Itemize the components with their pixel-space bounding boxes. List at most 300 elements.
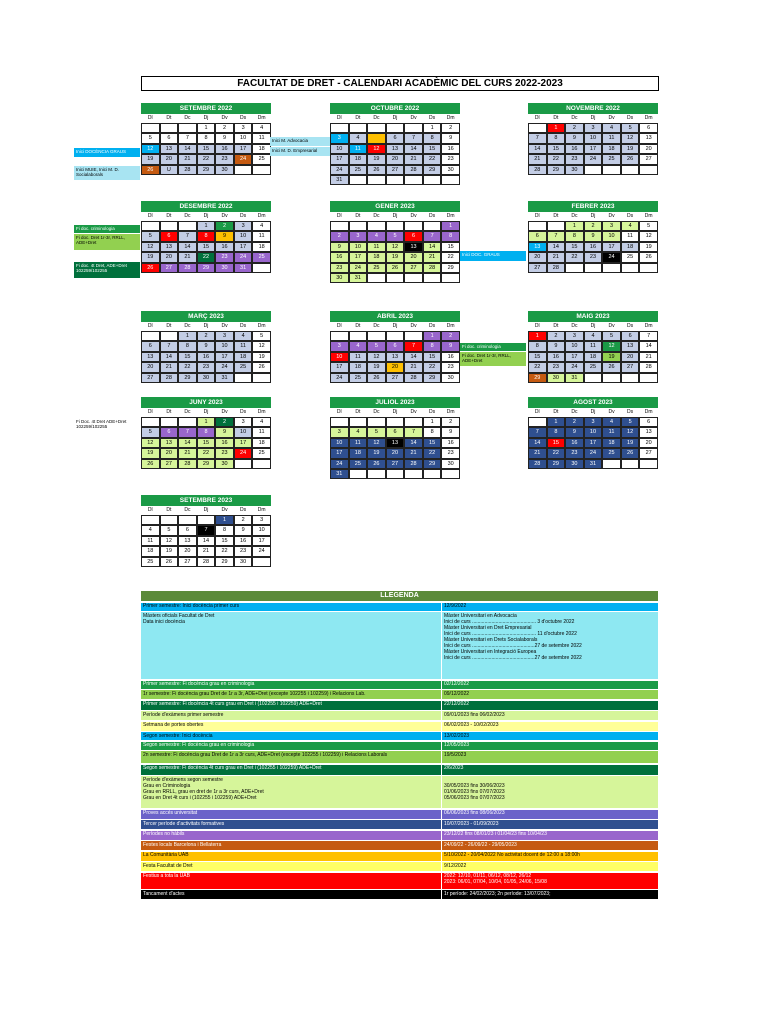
legend-row <box>141 603 658 611</box>
day-cell <box>639 373 658 383</box>
day-cell: 24 <box>602 252 621 262</box>
day-cell: 21 <box>178 252 197 262</box>
day-cell: 3 <box>349 231 368 241</box>
day-cell <box>252 459 271 469</box>
week-row <box>330 175 460 185</box>
legend-row <box>141 831 658 840</box>
day-cell: 22 <box>197 154 216 164</box>
day-cell: 1 <box>197 123 216 133</box>
day-cell <box>386 123 405 133</box>
day-cell: 2 <box>215 417 234 427</box>
month-2 <box>528 103 658 175</box>
day-cell: 18 <box>367 252 386 262</box>
weekday-label: Dt <box>553 213 559 219</box>
day-cell: 26 <box>141 263 160 273</box>
weekday-label: Dl <box>147 507 153 513</box>
calendar-note: Inici M. Advocacia <box>270 137 330 146</box>
calendar-note: Fi doc. 4t Dret, ADE+Dret 102259/102255 <box>74 262 140 278</box>
day-cell: 19 <box>386 252 405 262</box>
weekday-label: Ds <box>240 115 247 121</box>
day-cell: 19 <box>141 448 160 458</box>
day-cell: 6 <box>404 231 423 241</box>
day-cell: 16 <box>441 144 460 154</box>
day-cell: 30 <box>565 165 584 175</box>
day-cell <box>349 175 368 185</box>
week-row <box>330 252 460 262</box>
weekday-label: Dm <box>257 409 266 415</box>
day-cell: 2 <box>441 417 460 427</box>
day-cell: 5 <box>602 331 621 341</box>
day-cell <box>141 331 160 341</box>
day-cell: 1 <box>547 417 566 427</box>
day-cell: 27 <box>386 459 405 469</box>
day-cell: 16 <box>565 144 584 154</box>
week-row <box>330 263 460 273</box>
day-cell <box>386 417 405 427</box>
week-row <box>528 459 658 469</box>
legend-value: 12/9/2022 <box>441 603 658 611</box>
day-cell: 17 <box>330 362 349 372</box>
day-cell: 9 <box>547 341 566 351</box>
weekday-label: Dl <box>147 115 153 121</box>
day-cell: 9 <box>565 133 584 143</box>
weekday-label: Dv <box>221 213 228 219</box>
day-cell <box>367 175 386 185</box>
month-title: MAIG 2023 <box>528 311 658 322</box>
day-cell: 13 <box>141 352 160 362</box>
day-cell: 29 <box>197 165 216 175</box>
day-cell: 5 <box>367 341 386 351</box>
day-cell: 16 <box>215 242 234 252</box>
day-cell: 30 <box>197 373 216 383</box>
day-cell: 30 <box>215 165 234 175</box>
day-cell: 11 <box>252 133 271 143</box>
day-cell: 16 <box>215 144 234 154</box>
weekday-label: Dc <box>571 409 578 415</box>
day-cell: 13 <box>621 341 640 351</box>
weekday-label: Dj <box>392 323 398 329</box>
day-cell: 25 <box>349 165 368 175</box>
day-cell: 30 <box>565 459 584 469</box>
legend-value: 5/10/2022 - 20/04/2022 No activitat docent de 12:00 a 18:00h <box>441 852 658 861</box>
day-cell: 20 <box>621 352 640 362</box>
day-cell: 17 <box>330 154 349 164</box>
day-cell: 16 <box>565 438 584 448</box>
weekday-label: Ds <box>627 115 634 121</box>
day-cell: 16 <box>197 352 216 362</box>
legend-row <box>141 820 658 829</box>
day-cell: 11 <box>602 133 621 143</box>
month-0 <box>141 103 271 175</box>
day-cell <box>423 469 442 479</box>
day-cell: 15 <box>215 536 234 546</box>
day-cell: 7 <box>178 427 197 437</box>
weekday-label: Dt <box>166 507 172 513</box>
legend-label: Segon semestre: Inici docència <box>141 732 441 740</box>
day-cell: 16 <box>215 438 234 448</box>
day-cell: 21 <box>197 546 216 556</box>
day-cell: 14 <box>404 144 423 154</box>
day-cell: 24 <box>215 362 234 372</box>
calendar-note: Fi doc. criminologia <box>460 343 526 351</box>
day-cell: 9 <box>215 231 234 241</box>
legend-label: Tercer període d'activitats formatives <box>141 820 441 829</box>
day-cell: 14 <box>404 438 423 448</box>
day-cell: 15 <box>197 438 216 448</box>
day-cell: 2 <box>197 331 216 341</box>
day-cell: 16 <box>330 252 349 262</box>
day-cell: 31 <box>234 263 253 273</box>
weekday-label: Dv <box>221 507 228 513</box>
legend-label: La Comunitària UAB <box>141 852 441 861</box>
day-cell <box>367 123 386 133</box>
day-cell: 28 <box>404 459 423 469</box>
day-cell: 28 <box>423 263 442 273</box>
week-row <box>330 417 460 427</box>
day-cell: 18 <box>349 154 368 164</box>
day-cell: 2 <box>565 123 584 133</box>
day-cell: 26 <box>602 362 621 372</box>
week-row <box>528 144 658 154</box>
day-cell: 28 <box>547 263 566 273</box>
weekday-label: Ds <box>627 213 634 219</box>
legend-row <box>141 711 658 720</box>
day-cell: 10 <box>252 525 271 535</box>
day-cell: 28 <box>528 459 547 469</box>
day-cell: 19 <box>160 546 179 556</box>
week-row <box>330 144 460 154</box>
weekday-label: Dt <box>355 213 361 219</box>
day-cell: 6 <box>639 417 658 427</box>
weekday-header <box>330 212 460 221</box>
day-cell: 31 <box>565 373 584 383</box>
weekday-header <box>141 114 271 123</box>
day-cell: 10 <box>584 427 603 437</box>
day-cell: 9 <box>330 242 349 252</box>
day-cell: 26 <box>386 263 405 273</box>
day-cell <box>178 515 197 525</box>
day-cell: 19 <box>367 448 386 458</box>
day-cell: 13 <box>160 144 179 154</box>
week-row <box>141 417 271 427</box>
day-cell: 31 <box>215 373 234 383</box>
day-cell: 22 <box>547 448 566 458</box>
day-cell: 30 <box>215 459 234 469</box>
day-cell: 14 <box>160 352 179 362</box>
legend-row <box>141 776 658 808</box>
day-cell: 20 <box>386 448 405 458</box>
day-cell: 18 <box>584 352 603 362</box>
week-row <box>528 352 658 362</box>
legend-value: 24/09/22 - 26/09/22 - 29/05/2023 <box>441 841 658 850</box>
day-cell: 15 <box>423 352 442 362</box>
day-cell: 27 <box>639 154 658 164</box>
day-cell <box>423 221 442 231</box>
day-cell <box>367 133 386 143</box>
weekday-header <box>330 408 460 417</box>
legend-label: Segon semestre: Fi docència grau en criminologia <box>141 742 441 750</box>
weekday-label: Dj <box>203 409 209 415</box>
day-cell: 27 <box>528 263 547 273</box>
day-cell: 18 <box>349 362 368 372</box>
day-cell: 27 <box>621 362 640 372</box>
calendar-note: Fi Doc. 4t Dret ADE+Dret 102259/102255 <box>74 418 140 432</box>
weekday-label: Dc <box>184 507 191 513</box>
day-cell: 17 <box>234 144 253 154</box>
day-cell: 14 <box>178 438 197 448</box>
day-cell: 14 <box>423 242 442 252</box>
day-cell: 24 <box>234 448 253 458</box>
day-cell: 5 <box>621 123 640 133</box>
day-cell: 22 <box>423 448 442 458</box>
day-cell <box>252 373 271 383</box>
day-cell: 29 <box>197 263 216 273</box>
calendar-note: Fi doc. criminologia <box>74 225 140 233</box>
legend-row <box>141 612 658 679</box>
day-cell: 8 <box>215 525 234 535</box>
weekday-header <box>141 212 271 221</box>
day-cell: 13 <box>386 144 405 154</box>
legend-value: 06/06/2023 fins 08/06/2023 <box>441 810 658 819</box>
day-cell: 7 <box>404 133 423 143</box>
weekday-label: Dj <box>203 323 209 329</box>
weekday-label: Dv <box>608 213 615 219</box>
day-cell: 5 <box>386 231 405 241</box>
day-cell: 20 <box>160 252 179 262</box>
legend-label: Màsters oficials Facultat de Dret Data inici docència <box>141 612 441 679</box>
legend-label: Proves accés universitat <box>141 810 441 819</box>
day-cell: 27 <box>160 459 179 469</box>
weekday-label: Dm <box>644 115 653 121</box>
day-cell <box>404 221 423 231</box>
legend-value: 19/5/2023 <box>441 751 658 763</box>
day-cell: 15 <box>441 242 460 252</box>
day-cell: 29 <box>547 165 566 175</box>
day-cell: 4 <box>349 341 368 351</box>
day-cell: 13 <box>386 438 405 448</box>
day-cell: 21 <box>404 154 423 164</box>
month-title: NOVEMBRE 2022 <box>528 103 658 114</box>
day-cell <box>234 459 253 469</box>
week-row <box>330 352 460 362</box>
day-cell: 8 <box>441 231 460 241</box>
day-cell <box>639 459 658 469</box>
day-cell: 22 <box>528 362 547 372</box>
day-cell: 2 <box>441 123 460 133</box>
day-cell: 7 <box>178 231 197 241</box>
day-cell: 8 <box>547 133 566 143</box>
legend-label: Períodes no hàbils <box>141 831 441 840</box>
week-row <box>330 221 460 231</box>
day-cell: 17 <box>330 448 349 458</box>
day-cell: 2 <box>584 221 603 231</box>
weekday-label: Ds <box>240 507 247 513</box>
week-row <box>141 352 271 362</box>
day-cell: 17 <box>234 438 253 448</box>
calendar-note: Inici DOCÈNCIA GRAUS <box>74 148 140 157</box>
day-cell: 27 <box>386 165 405 175</box>
weekday-label: Dm <box>446 213 455 219</box>
day-cell: 17 <box>234 242 253 252</box>
day-cell: 10 <box>349 242 368 252</box>
day-cell <box>528 123 547 133</box>
legend-row <box>141 701 658 710</box>
week-row <box>528 438 658 448</box>
page-title: FACULTAT DE DRET - CALENDARI ACADÈMIC DEL CURS 2022-2023 <box>141 76 659 91</box>
day-cell: 21 <box>178 154 197 164</box>
legend-row <box>141 841 658 850</box>
day-cell: 20 <box>178 546 197 556</box>
day-cell: 27 <box>404 263 423 273</box>
day-cell: 9 <box>215 133 234 143</box>
day-cell <box>234 373 253 383</box>
month-title: SETEMBRE 2022 <box>141 103 271 114</box>
day-cell <box>178 221 197 231</box>
day-cell <box>386 469 405 479</box>
month-title: DESEMBRE 2022 <box>141 201 271 212</box>
week-row <box>528 427 658 437</box>
week-row <box>141 133 271 143</box>
day-cell: 4 <box>621 221 640 231</box>
month-title: ABRIL 2023 <box>330 311 460 322</box>
day-cell: 29 <box>441 263 460 273</box>
day-cell: 13 <box>178 536 197 546</box>
day-cell: 25 <box>584 362 603 372</box>
day-cell: 27 <box>160 263 179 273</box>
day-cell: 11 <box>349 438 368 448</box>
weekday-header <box>528 322 658 331</box>
legend-value: 09/01/2023 fins 06/02/2023 <box>441 711 658 720</box>
weekday-label: Dm <box>257 115 266 121</box>
weekday-label: Dc <box>184 213 191 219</box>
week-row <box>141 263 271 273</box>
weekday-label: Dc <box>373 115 380 121</box>
day-cell: 20 <box>386 154 405 164</box>
week-row <box>141 123 271 133</box>
day-cell: 4 <box>234 331 253 341</box>
day-cell: 13 <box>160 438 179 448</box>
day-cell: 4 <box>367 231 386 241</box>
week-row <box>141 427 271 437</box>
month-title: JULIOL 2023 <box>330 397 460 408</box>
day-cell: 30 <box>441 165 460 175</box>
week-row <box>330 331 460 341</box>
legend <box>141 591 658 899</box>
day-cell: 7 <box>404 341 423 351</box>
weekday-label: Ds <box>429 409 436 415</box>
weekday-label: Dm <box>644 213 653 219</box>
weekday-label: Dj <box>590 323 596 329</box>
day-cell: 15 <box>197 144 216 154</box>
day-cell: 19 <box>141 154 160 164</box>
week-row <box>330 273 460 283</box>
day-cell: 27 <box>141 373 160 383</box>
legend-value: 23/12/22 fins 08/01/23 i 01/04/23 fins 10/04/23 <box>441 831 658 840</box>
day-cell: 16 <box>547 352 566 362</box>
day-cell: 15 <box>547 438 566 448</box>
day-cell: 5 <box>141 133 160 143</box>
day-cell: 10 <box>330 144 349 154</box>
day-cell: 10 <box>602 231 621 241</box>
day-cell: 15 <box>178 352 197 362</box>
weekday-header <box>141 408 271 417</box>
day-cell: 8 <box>197 427 216 437</box>
week-row <box>141 331 271 341</box>
day-cell: 9 <box>565 427 584 437</box>
day-cell: 6 <box>141 341 160 351</box>
calendar-note: Inici DOC. GRAUS <box>460 251 526 261</box>
day-cell <box>349 331 368 341</box>
day-cell <box>367 331 386 341</box>
month-5 <box>528 201 658 273</box>
day-cell <box>404 469 423 479</box>
legend-value: 10/07/2023 - 01/09/2023 <box>441 820 658 829</box>
day-cell: 27 <box>639 448 658 458</box>
week-row <box>141 546 271 556</box>
weekday-label: Dt <box>166 213 172 219</box>
day-cell <box>404 123 423 133</box>
legend-value: 13/02/2023 <box>441 732 658 740</box>
weekday-label: Dt <box>355 323 361 329</box>
day-cell: 31 <box>330 175 349 185</box>
day-cell: 19 <box>621 438 640 448</box>
day-cell: 7 <box>404 427 423 437</box>
legend-label: Tancament d'actes <box>141 890 441 899</box>
weekday-label: Dl <box>534 409 540 415</box>
day-cell: 15 <box>423 438 442 448</box>
day-cell <box>386 331 405 341</box>
weekday-label: Dl <box>534 323 540 329</box>
day-cell <box>584 373 603 383</box>
legend-label: 2n semestre: Fi docència grau Dret de 1r a 3r curs, ADE+Dret (excepte 102255 i 102259) i Relacions Laborals <box>141 751 441 763</box>
month-1 <box>330 103 460 185</box>
week-row <box>528 362 658 372</box>
day-cell: 22 <box>215 546 234 556</box>
legend-row <box>141 751 658 763</box>
weekday-label: Dl <box>534 213 540 219</box>
day-cell <box>349 417 368 427</box>
weekday-header <box>528 212 658 221</box>
legend-row <box>141 810 658 819</box>
day-cell: 12 <box>367 144 386 154</box>
day-cell: 11 <box>621 231 640 241</box>
weekday-label: Dm <box>446 115 455 121</box>
day-cell: 3 <box>234 417 253 427</box>
day-cell: 23 <box>565 448 584 458</box>
legend-row <box>141 690 658 699</box>
day-cell: 29 <box>528 373 547 383</box>
legend-value: 06/02/2023 - 10/02/2023 <box>441 722 658 731</box>
weekday-label: Ds <box>429 213 436 219</box>
day-cell: 30 <box>330 273 349 283</box>
day-cell: 1 <box>178 331 197 341</box>
weekday-label: Dl <box>147 213 153 219</box>
day-cell: 10 <box>330 352 349 362</box>
day-cell: 21 <box>404 448 423 458</box>
day-cell <box>639 263 658 273</box>
day-cell: 18 <box>141 546 160 556</box>
day-cell: 11 <box>349 144 368 154</box>
day-cell: 8 <box>565 231 584 241</box>
day-cell: 1 <box>423 123 442 133</box>
weekday-header <box>528 408 658 417</box>
day-cell: 5 <box>141 231 160 241</box>
calendar-note: Inici M. D. Empresarial <box>270 147 330 156</box>
day-cell: 22 <box>547 154 566 164</box>
legend-value: 2/6/2023 <box>441 765 658 775</box>
day-cell: 1 <box>528 331 547 341</box>
day-cell: 14 <box>404 352 423 362</box>
